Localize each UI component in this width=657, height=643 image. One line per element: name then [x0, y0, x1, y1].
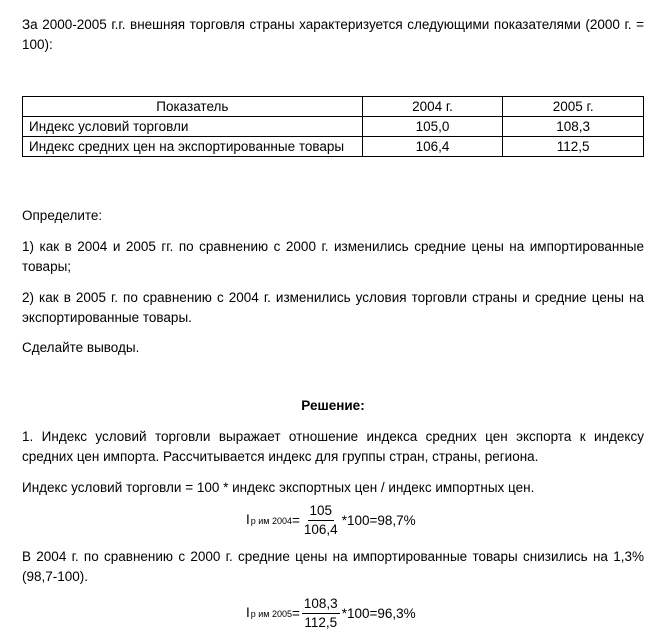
- solution-title: Решение:: [301, 398, 365, 413]
- formula-result: *100=98,7%: [341, 512, 416, 528]
- solution-paragraph-1: 1. Индекс условий торговли выражает отношение индекса средних цен экспорта к индексу средних цен импорта. Рассчитывается индекс для группы стран, страны, региона.: [22, 429, 644, 464]
- table-header-row: [23, 97, 644, 117]
- formula-fraction: [302, 502, 340, 539]
- header-indicator: Показатель: [23, 97, 363, 117]
- header-2005: 2005 г.: [503, 97, 644, 117]
- formula-symbol: I: [246, 512, 250, 527]
- formula-2004: [246, 502, 416, 539]
- formula-equals: =: [292, 512, 300, 528]
- intro-paragraph: За 2000-2005 г.г. внешняя торговля страны характеризуется следующими показателями (2000 г. = 100):: [22, 17, 644, 52]
- result-2004: В 2004 г. по сравнению с 2000 г. средние цены на импортированные товары снизились на 1,3% (98,7-100).: [22, 549, 644, 584]
- header-2004: 2004 г.: [362, 97, 503, 117]
- formula-symbol: I: [246, 605, 250, 620]
- table-row: [23, 137, 644, 157]
- fraction-numerator: 105: [308, 502, 335, 521]
- formula-subscript: р им 2004: [250, 516, 293, 526]
- row-value-2005: 112,5: [503, 137, 644, 157]
- row-value-2005: 108,3: [503, 117, 644, 137]
- formula-lhs: [246, 603, 292, 624]
- formula-result: *100=96,3%: [341, 605, 416, 621]
- row-label: Индекс средних цен на экспортированные товары: [23, 137, 363, 157]
- formula-equals: =: [292, 605, 300, 621]
- question-1: 1) как в 2004 и 2005 гг. по сравнению с 2000 г. изменились средние цены на импортированные товары;: [22, 239, 644, 274]
- fraction-denominator: 112,5: [304, 615, 338, 630]
- formula-2005: [246, 595, 416, 632]
- indicators-table: [22, 96, 644, 157]
- row-value-2004: 106,4: [362, 137, 503, 157]
- table-row: [23, 117, 644, 137]
- formula-description: Индекс условий торговли = 100 * индекс экспортных цен / индекс импортных цен.: [22, 480, 535, 495]
- row-value-2004: 105,0: [362, 117, 503, 137]
- fraction-numerator: 108,3: [302, 595, 340, 614]
- formula-subscript: р им 2005: [250, 609, 293, 619]
- conclusion-prompt: Сделайте выводы.: [22, 340, 140, 355]
- formula-lhs: [246, 510, 292, 531]
- formula-fraction: [302, 595, 340, 632]
- row-label: Индекс условий торговли: [23, 117, 363, 137]
- question-2: 2) как в 2005 г. по сравнению с 2004 г. изменились условия торговли страны и средние цены на экспортированные товары.: [22, 290, 644, 325]
- fraction-denominator: 106,4: [303, 522, 338, 537]
- determine-heading: Определите:: [22, 208, 103, 223]
